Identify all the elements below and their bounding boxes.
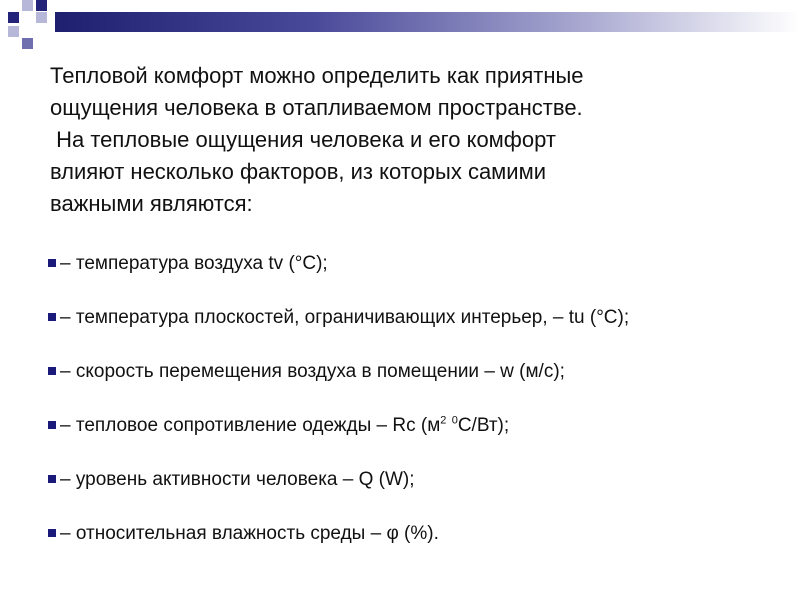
list-item <box>48 306 768 360</box>
decor-square <box>36 12 47 23</box>
intro-line: влияют несколько факторов, из которых самими <box>50 159 547 184</box>
list-item-text: – температура плоскостей, ограничивающих интерьер, – tu (°C); <box>60 307 630 328</box>
superscript: 2 <box>440 414 447 427</box>
square-bullet-icon <box>48 259 56 267</box>
intro-line: важными являются: <box>50 191 253 216</box>
decor-square <box>22 0 33 11</box>
text-part: – тепловое сопротивление одежды – Rc (м <box>60 415 441 436</box>
square-bullet-icon <box>48 367 56 375</box>
list-item <box>48 468 768 522</box>
square-bullet-icon <box>48 421 56 429</box>
list-item <box>48 252 768 306</box>
list-item-text: – уровень активности человека – Q (W); <box>60 469 415 490</box>
list-item <box>48 360 768 414</box>
square-bullet-icon <box>48 529 56 537</box>
square-bullet-icon <box>48 475 56 483</box>
decor-square <box>8 12 19 23</box>
list-item <box>48 522 768 576</box>
superscript: 0 <box>451 414 458 427</box>
decor-square <box>36 0 47 11</box>
decor-square <box>8 26 19 37</box>
factor-list <box>48 252 768 576</box>
intro-line: Тепловой комфорт можно определить как приятные <box>50 63 584 88</box>
list-item <box>48 414 768 468</box>
intro-line: На тепловые ощущения человека и его комфорт <box>50 127 556 152</box>
list-item-text <box>60 414 509 438</box>
header-gradient-bar <box>55 12 800 32</box>
intro-paragraph <box>50 60 750 220</box>
list-item-text: – относительная влажность среды – φ (%). <box>60 523 439 544</box>
intro-line: ощущения человека в отапливаемом пространстве. <box>50 95 583 120</box>
list-item-text: – температура воздуха tv (°C); <box>60 253 328 274</box>
square-bullet-icon <box>48 313 56 321</box>
decor-square <box>22 38 33 49</box>
list-item-text: – скорость перемещения воздуха в помещении – w (м/с); <box>60 361 565 382</box>
text-part: C/Вт); <box>457 415 510 436</box>
